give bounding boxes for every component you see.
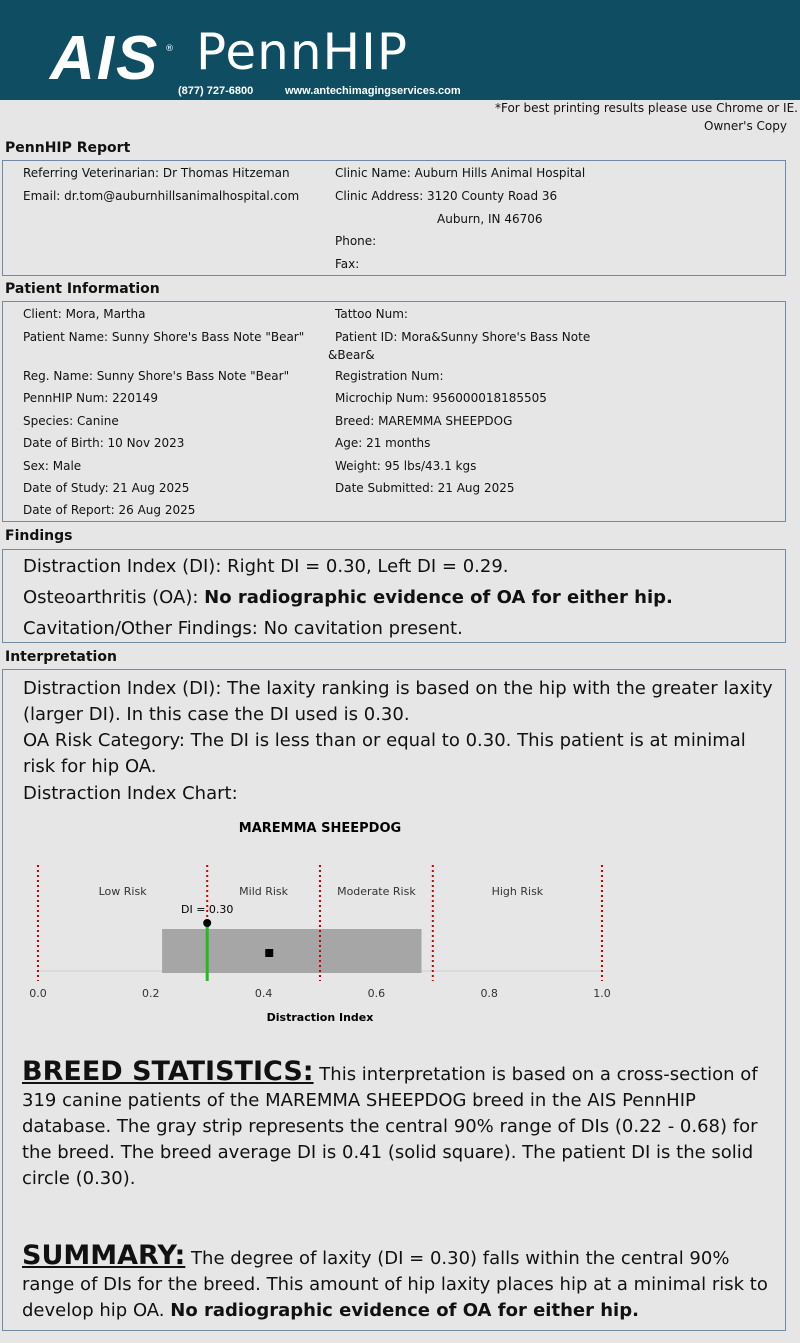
interpretation-title: Interpretation: [5, 649, 117, 665]
referring-vet: Referring Veterinarian: Dr Thomas Hitzeman: [23, 166, 290, 180]
patient-id-cont: &Bear&: [328, 348, 375, 362]
patient-di-point: [203, 919, 211, 927]
x-tick-label-1: 0.2: [142, 987, 160, 1000]
header-website[interactable]: www.antechimagingservices.com: [285, 85, 461, 97]
x-tick-label-4: 0.8: [480, 987, 498, 1000]
header-banner: [0, 0, 800, 100]
findings-di: Distraction Index (DI): Right DI = 0.30, Left DI = 0.29.: [23, 556, 509, 577]
age: Age: 21 months: [335, 436, 431, 450]
breed-statistics: [22, 1056, 774, 1192]
x-tick-label-3: 0.6: [367, 987, 386, 1000]
owners-copy: Owner's Copy: [704, 119, 787, 133]
microchip-num: Microchip Num: 956000018185505: [335, 391, 547, 405]
findings-title: Findings: [5, 528, 73, 544]
registered-mark: ®: [165, 44, 174, 54]
breed: Breed: MAREMMA SHEEPDOG: [335, 414, 513, 428]
risk-label-0: Low Risk: [98, 885, 147, 898]
breed-stats-heading: BREED STATISTICS:: [22, 1056, 314, 1087]
clinic-address: Clinic Address: 3120 County Road 36: [335, 189, 558, 203]
range-90-strip: [162, 929, 421, 973]
chart-title: MAREMMA SHEEPDOG: [238, 821, 402, 836]
x-tick-label-2: 0.4: [254, 987, 273, 1000]
date-submitted: Date Submitted: 21 Aug 2025: [335, 481, 515, 495]
vet-email: Email: dr.tom@auburnhillsanimalhospital.com: [23, 189, 300, 203]
findings-cavitation: Cavitation/Other Findings: No cavitation present.: [23, 618, 463, 639]
risk-label-2: Moderate Risk: [337, 885, 416, 898]
pennhip-num: PennHIP Num: 220149: [23, 391, 158, 405]
patient-name: Patient Name: Sunny Shore's Bass Note "Bear": [23, 330, 305, 344]
clinic-phone: Phone:: [335, 234, 377, 248]
breed-stats-text: This interpretation is based on a cross-section of 319 canine patients of the MAREMMA SHEEPDOG breed in the AIS PennHIP database. The gray strip represents the central 90% range of DIs (0.22 - 0.68) for the breed. The breed average DI is 0.41 (solid square). The patient DI is the solid circle (0.30).: [22, 1064, 758, 1189]
clinic-address-city: Auburn, IN 46706: [437, 212, 543, 226]
patient-di-label: DI = 0.30: [180, 903, 234, 916]
tattoo-num: Tattoo Num:: [335, 307, 408, 321]
oa-value: No radiographic evidence of OA for either hip.: [204, 587, 673, 608]
x-tick-label-5: 1.0: [593, 987, 611, 1000]
breed-average-point: [265, 949, 273, 957]
reg-name: Reg. Name: Sunny Shore's Bass Note "Bear": [23, 369, 290, 383]
summary-heading: SUMMARY:: [22, 1240, 186, 1271]
distraction-index-chart: [0, 805, 800, 1035]
pennhip-logo: PennHIP: [196, 23, 409, 81]
patient-id: Patient ID: Mora&Sunny Shore's Bass Note: [335, 330, 591, 344]
sex: Sex: Male: [23, 459, 82, 473]
chart-x-axis-label: Distraction Index: [266, 1011, 374, 1024]
date-of-report: Date of Report: 26 Aug 2025: [23, 503, 196, 517]
species: Species: Canine: [23, 414, 119, 428]
report-title: PennHIP Report: [5, 140, 131, 156]
interp-chart-label: Distraction Index Chart:: [23, 783, 238, 804]
weight: Weight: 95 lbs/43.1 kgs: [335, 459, 477, 473]
interp-di: Distraction Index (DI): The laxity ranking is based on the hip with the greater laxity (larger DI). In this case the DI used is 0.30.: [23, 678, 773, 725]
findings-box: [2, 549, 786, 643]
date-of-birth: Date of Birth: 10 Nov 2023: [23, 436, 185, 450]
clinic-name: Clinic Name: Auburn Hills Animal Hospital: [335, 166, 586, 180]
ais-logo: AIS: [50, 24, 160, 93]
header-phone: (877) 727-6800: [178, 85, 254, 97]
summary-text: The degree of laxity (DI = 0.30) falls within the central 90% range of DIs for the breed. This amount of hip laxity places hip at a minimal risk to develop hip OA.: [22, 1248, 768, 1321]
patient-box: [2, 301, 786, 522]
interp-oa-risk: OA Risk Category: The DI is less than or equal to 0.30. This patient is at minimal risk for hip OA.: [23, 730, 746, 777]
patient-title: Patient Information: [5, 281, 160, 297]
oa-label: Osteoarthritis (OA):: [23, 587, 205, 608]
summary: [22, 1240, 774, 1324]
risk-label-3: High Risk: [491, 885, 544, 898]
print-tip: *For best printing results please use Chrome or IE.: [494, 101, 798, 115]
summary-bold: No radiographic evidence of OA for either hip.: [170, 1300, 639, 1321]
report-box: [2, 160, 786, 276]
clinic-fax: Fax:: [335, 257, 360, 271]
client: Client: Mora, Martha: [23, 307, 146, 321]
findings-oa: [23, 587, 673, 608]
registration-num: Registration Num:: [335, 369, 444, 383]
date-of-study: Date of Study: 21 Aug 2025: [23, 481, 190, 495]
risk-label-1: Mild Risk: [239, 885, 289, 898]
x-tick-label-0: 0.0: [29, 987, 47, 1000]
